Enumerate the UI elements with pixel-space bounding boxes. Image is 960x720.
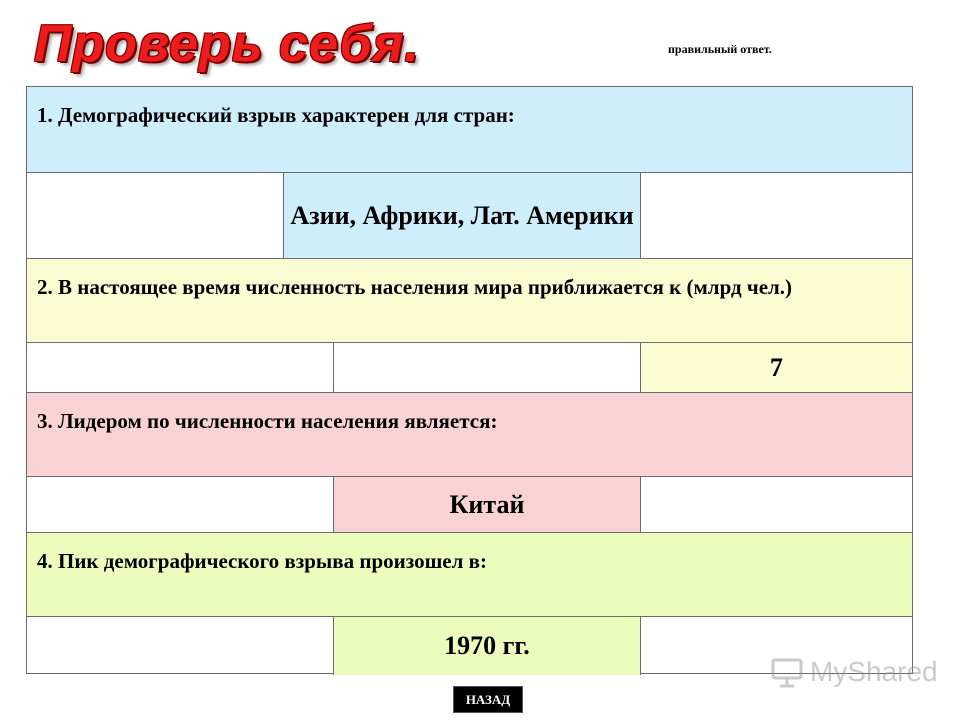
answer-option-2b[interactable]	[334, 343, 640, 392]
question-row-4	[27, 533, 912, 617]
answer-1-correct[interactable]: Азии, Африки, Лат. Америки	[284, 173, 640, 258]
question-row-2	[27, 259, 912, 343]
answer-option-2a[interactable]	[27, 343, 334, 392]
watermark-text: MyShared	[810, 656, 938, 687]
answer-row-1	[27, 173, 912, 259]
answer-hint: правильный ответ.	[668, 42, 772, 56]
back-button[interactable]: НАЗАД	[453, 686, 523, 713]
watermark-logo	[770, 652, 938, 692]
answer-2-correct[interactable]: 7	[641, 343, 912, 392]
quiz-table	[26, 86, 913, 674]
question-3-text: 3. Лидером по численности населения является:	[37, 409, 498, 433]
answer-4-correct[interactable]: 1970 гг.	[334, 617, 640, 675]
question-4-text: 4. Пик демографического взрыва произошел в:	[37, 549, 487, 573]
presentation-icon	[770, 655, 804, 689]
answer-option-1a[interactable]	[27, 173, 284, 258]
answer-row-3	[27, 477, 912, 533]
answer-option-4a[interactable]	[27, 617, 334, 675]
answer-option-3c[interactable]	[641, 477, 912, 532]
answer-option-1c[interactable]	[641, 173, 912, 258]
answer-row-2	[27, 343, 912, 393]
question-1-text: 1. Демографический взрыв характерен для стран:	[37, 103, 515, 127]
answer-3-correct[interactable]: Китай	[334, 477, 640, 532]
question-2-text: 2. В настоящее время численность населения мира приближается к (млрд чел.)	[37, 275, 793, 299]
answer-option-3a[interactable]	[27, 477, 334, 532]
question-row-1	[27, 87, 912, 173]
page-title: Проверь себя.	[34, 15, 420, 73]
question-row-3	[27, 393, 912, 477]
